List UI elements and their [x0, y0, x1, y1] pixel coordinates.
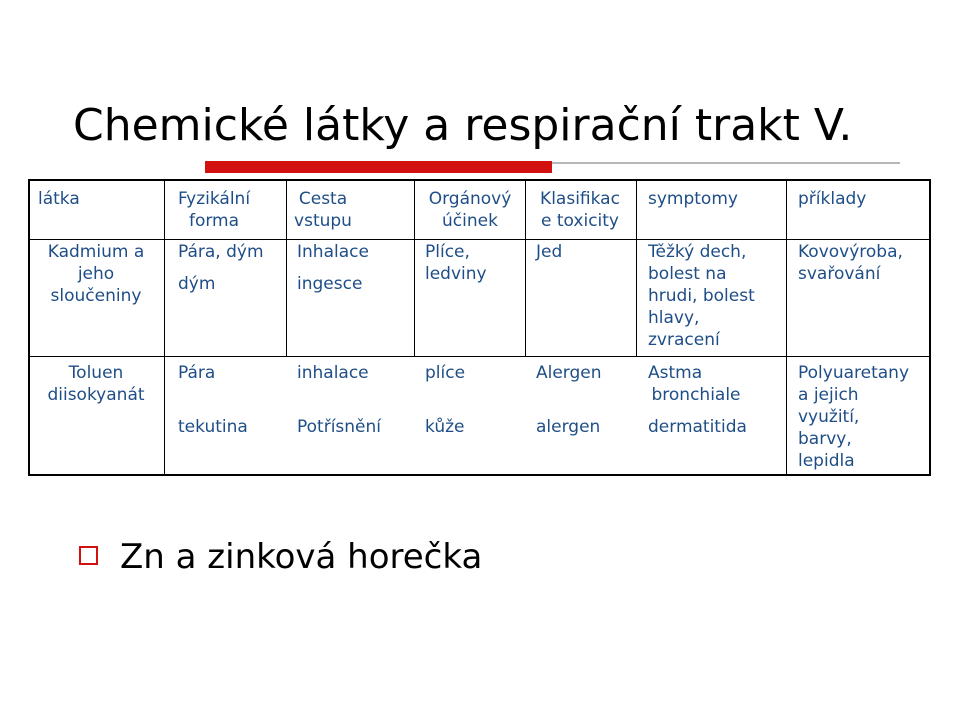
col-divider: [164, 356, 165, 476]
col-divider: [525, 239, 526, 356]
col-divider: [164, 239, 165, 356]
row2-latka-line: diisokyanát: [47, 385, 145, 405]
row2-priklady-line: využití,: [798, 407, 860, 427]
row1-latka: [30, 241, 162, 307]
row1-latka-line: jeho: [77, 264, 115, 284]
col-divider: [525, 179, 526, 239]
row1-symptomy-line: Těžký dech,: [648, 242, 747, 262]
row2-priklady: [798, 362, 909, 472]
row1-symptomy: [648, 241, 755, 351]
row1-forma-2: dým: [178, 274, 216, 294]
row1-symptomy-line: bolest na: [648, 264, 727, 284]
row2-a-toxicita: Alergen: [536, 363, 602, 383]
col-divider: [786, 179, 787, 476]
row2-a-forma: Pára: [178, 363, 216, 383]
row2-priklady-line: a jejich: [798, 385, 859, 405]
row1-priklady-line: svařování: [798, 264, 881, 284]
col-divider: [286, 239, 287, 356]
row1-ucinek-line: Plíce,: [425, 242, 470, 262]
row2-b-toxicita: alergen: [536, 417, 601, 437]
row1-forma-1: Pára, dým: [178, 242, 264, 262]
row2-a-cesta: inhalace: [297, 363, 369, 383]
row1-cesta-1: Inhalace: [297, 242, 369, 262]
header-forma: [166, 188, 262, 232]
header-latka: látka: [38, 189, 80, 209]
row2-latka-line: Toluen: [68, 363, 124, 383]
header-ucinek-line: účinek: [442, 211, 498, 231]
title-underline-rule: [552, 162, 900, 164]
row2-b-symptomy: dermatitida: [648, 417, 747, 437]
row1-symptomy-line: hlavy,: [648, 308, 700, 328]
row1-symptomy-line: zvracení: [648, 330, 720, 350]
row1-latka-line: sloučeniny: [50, 286, 142, 306]
bullet-text: Zn a zinková horečka: [120, 537, 483, 577]
col-divider: [636, 239, 637, 356]
header-priklady: příklady: [798, 189, 867, 209]
row2-a-symptomy-line: bronchiale: [651, 385, 741, 405]
row2-b-forma: tekutina: [178, 417, 248, 437]
hollow-square-bullet-icon: [79, 546, 98, 565]
row2-priklady-line: barvy,: [798, 429, 852, 449]
header-cesta-line: Cesta: [298, 189, 348, 209]
row2-a-symptomy: [640, 362, 752, 406]
header-ucinek: [422, 188, 518, 232]
col-divider: [414, 179, 415, 239]
slide-title: Chemické látky a respirační trakt V.: [73, 100, 853, 151]
title-underline-accent: [205, 161, 552, 173]
row1-priklady: [798, 241, 903, 285]
row1-ucinek: [425, 241, 487, 285]
row2-b-cesta: Potřísnění: [297, 417, 382, 437]
header-symptomy: symptomy: [648, 189, 738, 209]
col-divider: [414, 239, 415, 356]
header-cesta-line: vstupu: [294, 211, 352, 231]
row2-priklady-line: Polyuaretany: [798, 363, 910, 383]
row2-a-symptomy-line: Astma: [648, 363, 703, 383]
row2-a-ucinek: plíce: [425, 363, 466, 383]
row1-symptomy-line: hrudi, bolest: [648, 286, 755, 306]
row1-latka-line: Kadmium a: [47, 242, 145, 262]
header-cesta: [284, 188, 362, 232]
row1-priklady-line: Kovovýroba,: [798, 242, 903, 262]
header-ucinek-line: Orgánový: [428, 189, 512, 209]
row1-ucinek-line: ledviny: [425, 264, 487, 284]
header-toxicita-line: Klasifikac: [540, 189, 620, 209]
header-forma-line: Fyzikální: [177, 189, 251, 209]
row1-toxicita: Jed: [536, 242, 563, 262]
row2-b-ucinek: kůže: [425, 417, 465, 437]
row1-cesta-2: ingesce: [297, 274, 363, 294]
header-forma-line: forma: [188, 211, 240, 231]
row2-priklady-line: lepidla: [798, 451, 855, 471]
header-toxicita: [534, 188, 626, 232]
row2-latka: [30, 362, 162, 406]
col-divider: [636, 179, 637, 239]
col-divider: [164, 179, 165, 239]
header-toxicita-line: e toxicity: [541, 211, 619, 231]
